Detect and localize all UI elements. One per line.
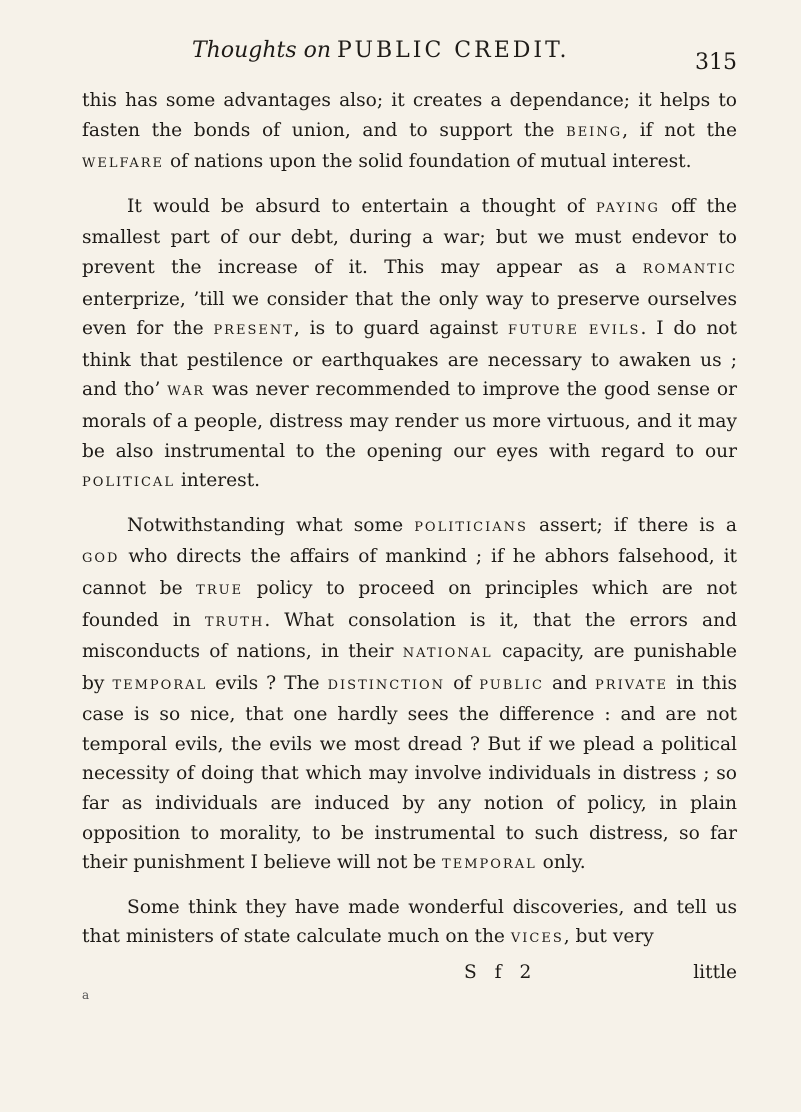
text-run: capacity, are punishable by: [82, 641, 737, 694]
running-head-caps: PUBLIC CREDIT.: [337, 38, 570, 63]
text-run: , is to guard against: [293, 318, 508, 340]
paragraph-4: [82, 893, 737, 954]
text-run: assert; if there is a: [527, 514, 737, 536]
text-run: off the smallest part of our debt, during a war; but we must endevor to prevent the increase of it. This may appear as a: [82, 195, 737, 278]
small-caps-word: WELFARE: [82, 156, 165, 172]
catchword: little: [693, 962, 737, 983]
small-caps-word: POLITICAL: [82, 475, 175, 491]
page-footer: [82, 962, 737, 992]
text-run: in this case is so nice, that one hardly sees the difference : and are not temporal evils, the evils we most dread ? But if we plead a political necessity of doing that which may involve individuals in distress ; so far as individuals are induced by any notion of policy, in plain opposition to morality, to be instrumental to such distress, so far their punishment I believe will not be: [82, 672, 737, 874]
stray-mark: a: [82, 988, 90, 1002]
text-run: interest.: [174, 470, 261, 492]
text-run: and: [543, 672, 596, 694]
text-run: of: [445, 672, 480, 694]
small-caps-word: WAR: [167, 384, 206, 400]
small-caps-word: NATIONAL: [402, 646, 493, 662]
running-head-italic: Thoughts on: [192, 38, 332, 63]
paragraph-3: [82, 511, 737, 880]
paragraph-1: [82, 86, 737, 179]
small-caps-word: GOD: [82, 551, 120, 567]
small-caps-word: ROMANTIC: [642, 261, 737, 277]
text-run: only.: [536, 852, 586, 874]
small-caps-word: FUTURE EVILS: [507, 323, 641, 339]
paragraph-2: [82, 192, 737, 498]
small-caps-word: PAYING: [595, 200, 660, 216]
body-text: [82, 86, 737, 954]
text-run: , but very: [563, 926, 654, 948]
text-run: evils ? The: [207, 672, 328, 694]
text-run: of nations upon the solid foundation of mutual interest.: [164, 151, 692, 173]
text-run: Notwithstanding what some: [127, 514, 415, 536]
signature-mark: S f 2: [464, 962, 538, 983]
small-caps-word: TEMPORAL: [442, 857, 537, 873]
text-run: policy to proceed on principles which are not founded in: [82, 577, 738, 631]
small-caps-word: TEMPORAL: [112, 677, 208, 693]
text-run: was never recommended to improve the good sense or morals of a people, distress may render us more virtuous, and it may be also instrumental to the opening our eyes with regard to our: [82, 379, 737, 462]
small-caps-word: TRUTH: [204, 614, 265, 630]
text-run: , if not the: [622, 119, 737, 141]
text-run: enterprize, ’till we consider that the only way to preserve ourselves even for the: [82, 288, 737, 340]
small-caps-word: BEING: [566, 124, 623, 140]
text-run: this has some advantages also; it creates a dependance; it helps to fasten the bonds of union, and to support the: [82, 90, 737, 141]
small-caps-word: TRUE: [196, 582, 244, 598]
text-run: . I do not think that pestilence or earthquakes are necessary to awaken us ; and tho’: [82, 318, 737, 401]
small-caps-word: PUBLIC: [479, 677, 544, 693]
text-run: Some think they have made wonderful discoveries, and tell us that ministers of state calculate much on the: [82, 896, 737, 948]
running-head: [192, 38, 570, 63]
small-caps-word: VICES: [510, 931, 564, 947]
small-caps-word: PRIVATE: [595, 677, 669, 693]
text-run: who directs the affairs of mankind ; if he abhors falsehood, it cannot be: [82, 546, 737, 599]
text-run: It would be absurd to entertain a thought of: [127, 195, 596, 217]
page-header: [82, 38, 737, 88]
text-run: . What consolation is it, that the errors and misconducts of nations, in their: [82, 609, 737, 663]
small-caps-word: PRESENT: [213, 323, 294, 339]
small-caps-word: DISTINCTION: [327, 677, 446, 693]
page-number: 315: [695, 50, 737, 75]
small-caps-word: POLITICIANS: [414, 519, 528, 535]
